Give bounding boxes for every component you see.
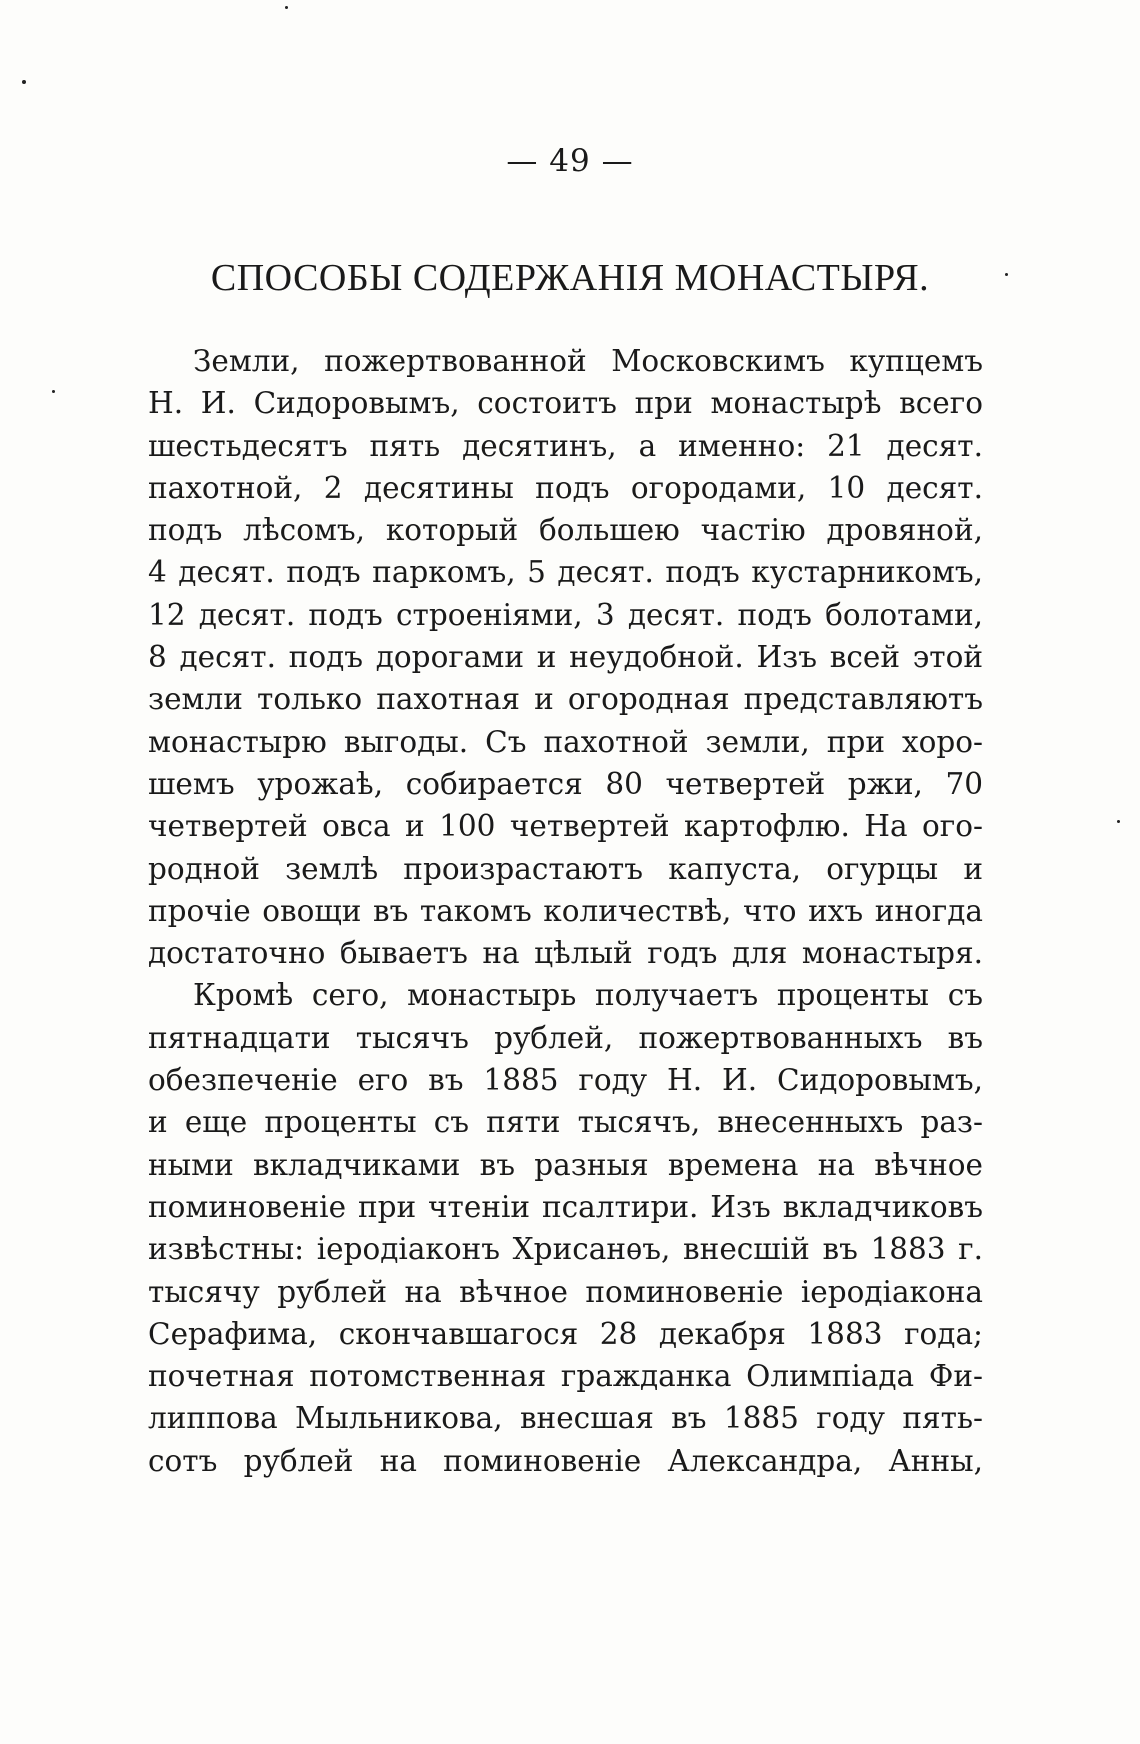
text-line: родной землѣ произрастаютъ капуста, огурцы и <box>148 851 983 886</box>
text-line: подъ лѣсомъ, который большею частію дровяной, <box>148 513 983 548</box>
text-line: Земли, пожертвованной Московскимъ купцемъ <box>193 344 983 378</box>
ink-speck <box>285 6 288 9</box>
text-line: 12 десят. подъ строеніями, 3 десят. подъ болотами, <box>148 597 983 632</box>
text-line: извѣстны: іеродіаконъ Хрисанѳъ, внесшій въ 1883 г. <box>148 1232 983 1267</box>
text-line: Н. И. Сидоровымъ, состоитъ при монастырѣ всего <box>148 386 983 421</box>
text-line: ными вкладчиками въ разныя времена на вѣчное <box>148 1147 983 1182</box>
ink-speck <box>52 390 55 393</box>
text-line: тысячу рублей на вѣчное поминовеніе іеродіакона <box>148 1274 983 1309</box>
text-line: и еще проценты съ пяти тысячъ, внесенныхъ раз- <box>148 1105 983 1140</box>
page-number: — 49 — <box>506 143 634 179</box>
body-text <box>148 340 983 1482</box>
text-line: земли только пахотная и огородная представляютъ <box>148 682 983 717</box>
text-line: почетная потомственная гражданка Олимпіада Фи- <box>148 1359 983 1394</box>
text-line: Серафима, скончавшагося 28 декабря 1883 года; <box>148 1316 983 1351</box>
text-line: липпова Мыльникова, внесшая въ 1885 году пять- <box>148 1401 983 1436</box>
text-line: сотъ рублей на поминовеніе Александра, Анны, <box>148 1443 983 1478</box>
text-line: 4 десят. подъ паркомъ, 5 десят. подъ кустарникомъ, <box>148 555 983 590</box>
text-line: прочіе овощи въ такомъ количествѣ, что ихъ иногда <box>148 893 983 928</box>
text-line: Кромѣ сего, монастырь получаетъ проценты съ <box>193 978 983 1013</box>
ink-speck <box>22 80 26 84</box>
text-line: четвертей овса и 100 четвертей картофлю. На ого- <box>148 809 983 844</box>
text-line: шемъ урожаѣ, собирается 80 четвертей ржи, 70 <box>148 766 983 801</box>
text-line: пахотной, 2 десятины подъ огородами, 10 десят. <box>148 470 983 505</box>
text-line: поминовеніе при чтеніи псалтири. Изъ вкладчиковъ <box>148 1189 983 1224</box>
text-line: 8 десят. подъ дорогами и неудобной. Изъ всей этой <box>148 640 983 675</box>
text-line: обезпеченіе его въ 1885 году Н. И. Сидоровымъ, <box>148 1063 983 1098</box>
section-heading: СПОСОБЫ СОДЕРЖАНІЯ МОНАСТЫРЯ. <box>210 257 930 299</box>
ink-speck <box>1117 820 1120 823</box>
text-line: монастырю выгоды. Съ пахотной земли, при хоро- <box>148 724 983 759</box>
text-line: достаточно бываетъ на цѣлый годъ для монастыря. <box>148 936 983 971</box>
text-line: шестьдесятъ пять десятинъ, а именно: 21 десят. <box>148 428 983 463</box>
text-line: пятнадцати тысячъ рублей, пожертвованныхъ въ <box>148 1020 983 1055</box>
ink-speck <box>1005 273 1008 276</box>
